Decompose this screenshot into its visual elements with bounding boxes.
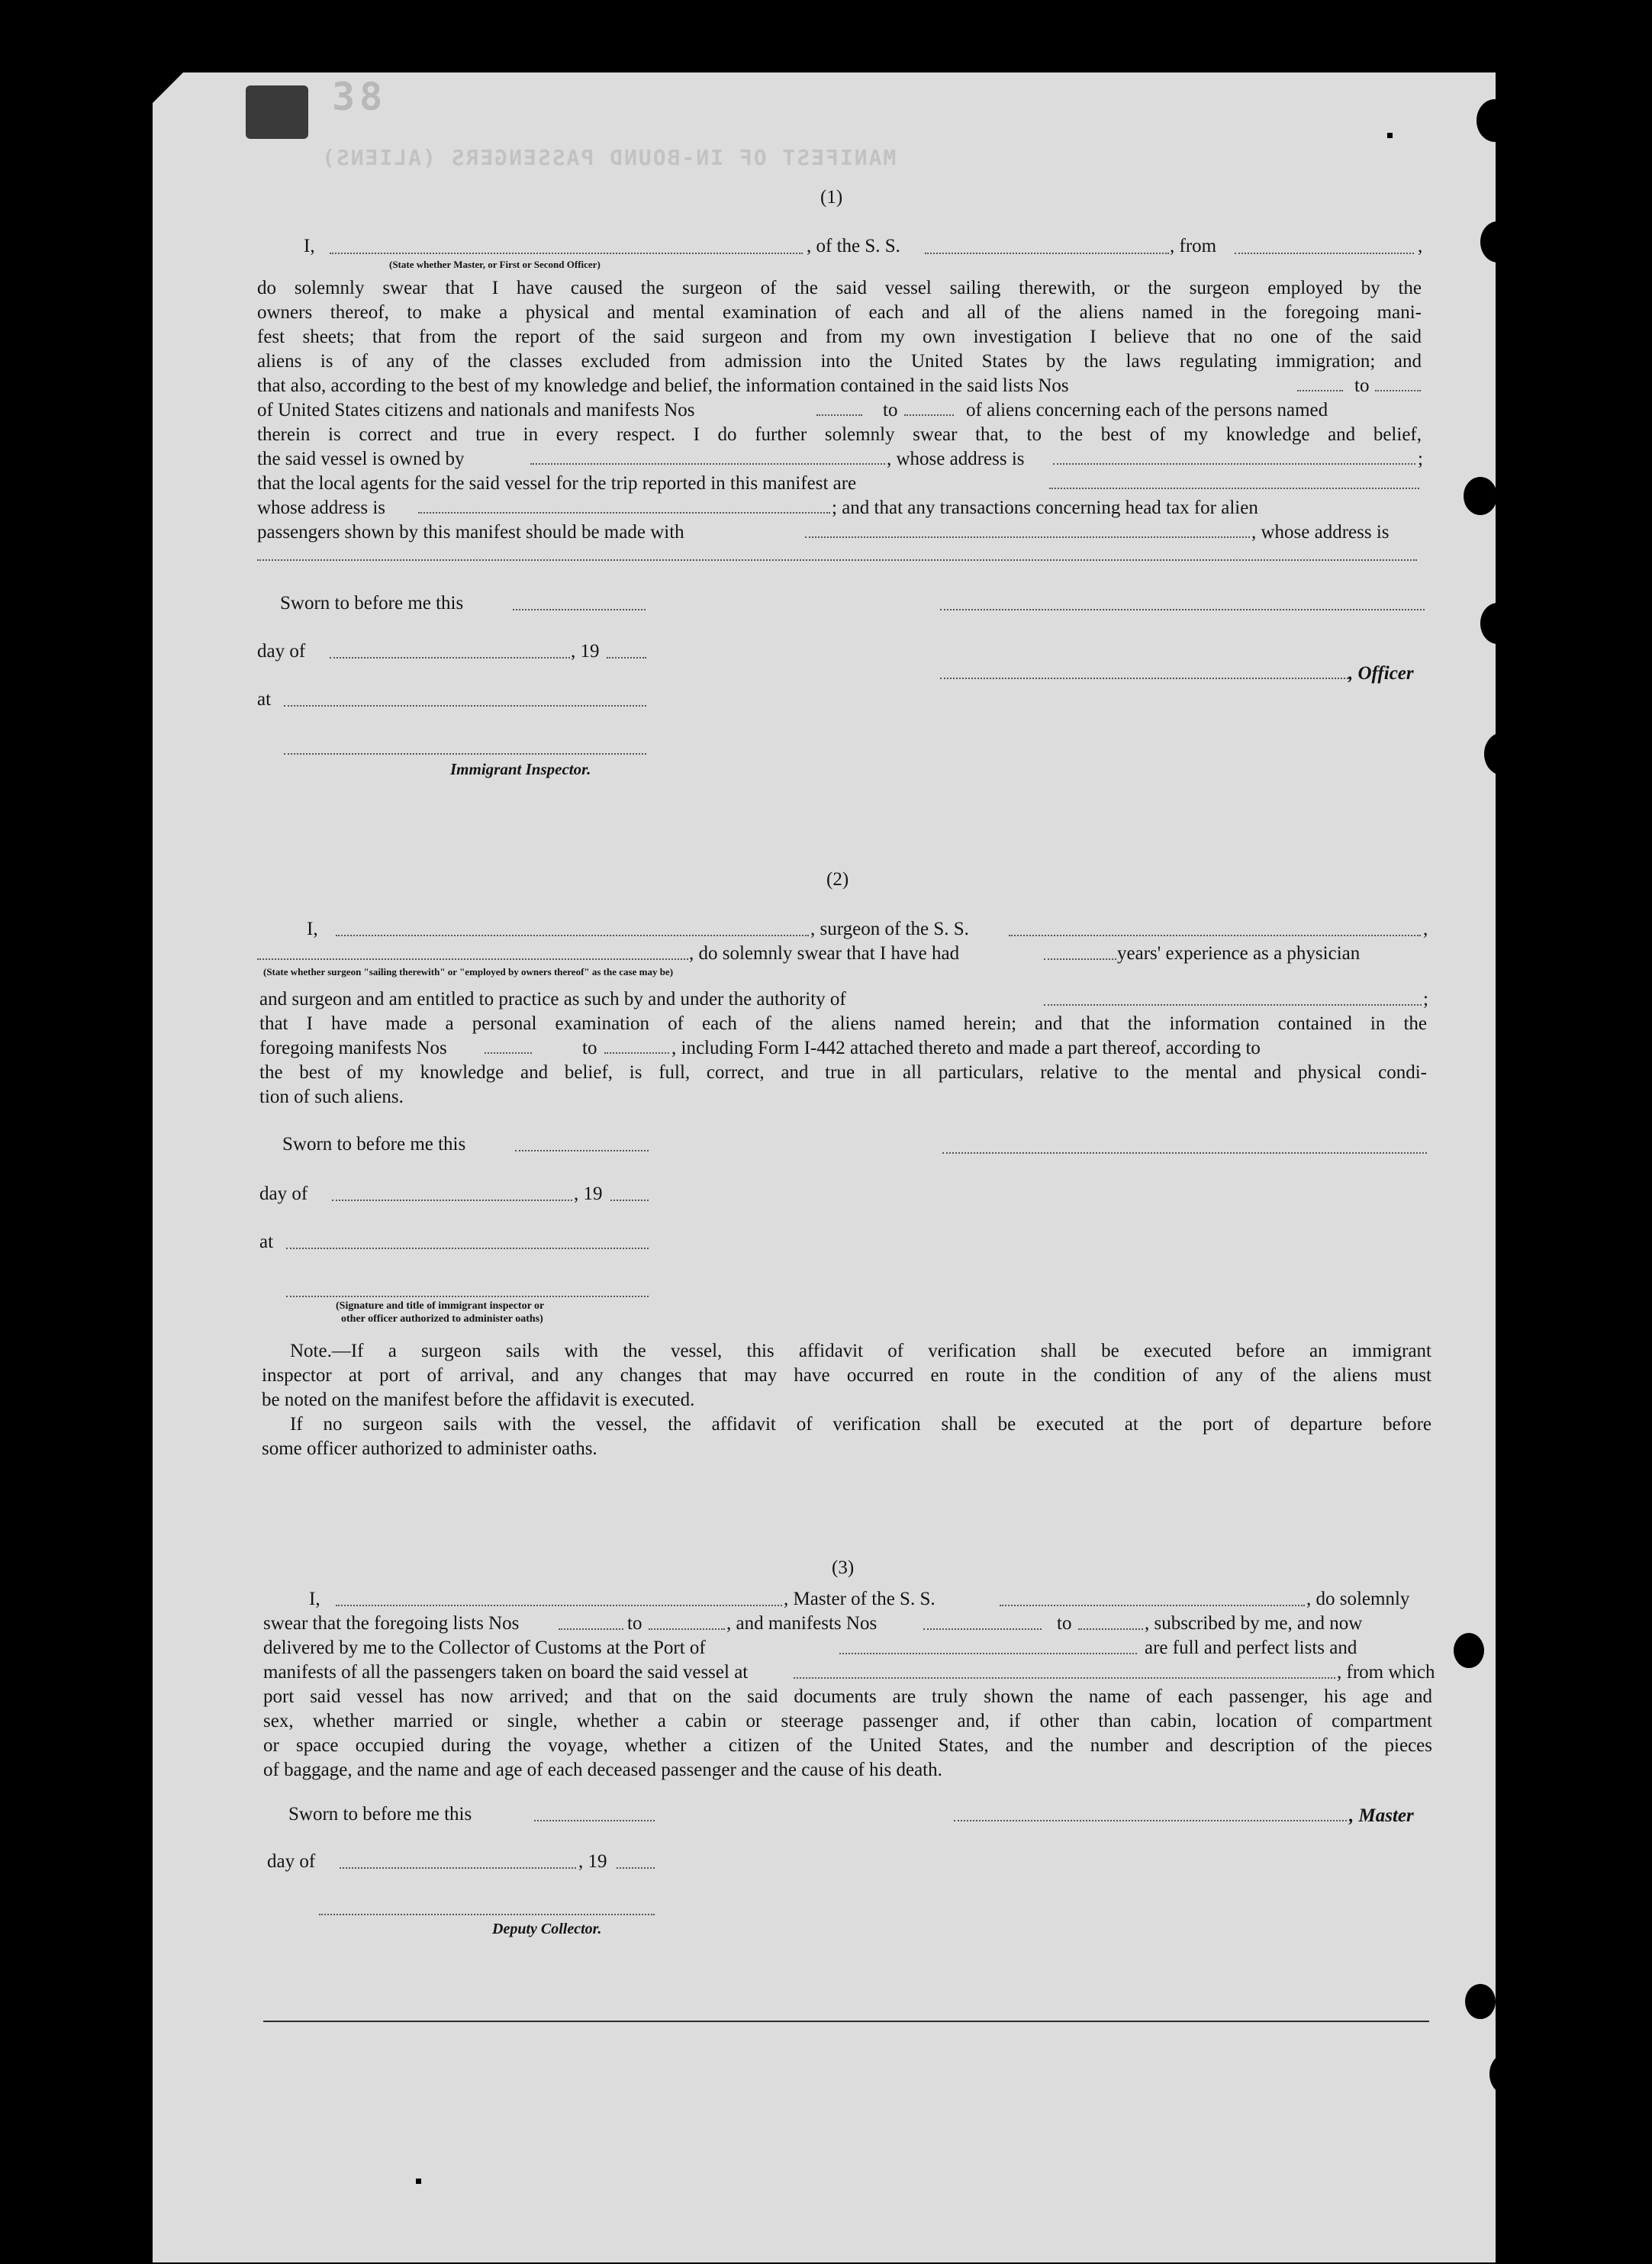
- punch-hole: [1499, 1454, 1536, 1496]
- punch-hole: [1454, 1633, 1484, 1668]
- section-number: (2): [826, 869, 849, 890]
- blank-line: [923, 1628, 1042, 1630]
- label: , of the S. S.: [807, 236, 900, 256]
- blank-line: [513, 609, 646, 610]
- punch-hole: [1480, 221, 1515, 262]
- label: , 19: [578, 1851, 607, 1872]
- blank-line: [1375, 390, 1421, 391]
- label: are full and perfect lists and: [1145, 1638, 1357, 1658]
- section-number: (3): [832, 1557, 855, 1578]
- paragraph-line: fest sheets; that from the report of the said surgeon and from my own investigation I believe that no one of the said: [257, 327, 1422, 347]
- paragraph-line: of United States citizens and nationals and manifests Nos: [257, 400, 695, 420]
- blank-line: [1297, 390, 1343, 391]
- signature-line: [286, 1296, 649, 1297]
- punch-hole: [1464, 477, 1497, 515]
- label: , 19: [574, 1184, 603, 1204]
- blank-line: [534, 1820, 655, 1821]
- punch-hole: [1489, 2053, 1526, 2095]
- punch-hole: [1503, 1583, 1540, 1626]
- label: to: [582, 1038, 597, 1058]
- label: to: [627, 1613, 642, 1634]
- blank-line: [330, 253, 803, 254]
- blank-line: [1044, 1004, 1422, 1006]
- blank-line: [336, 935, 809, 936]
- blank-line: [257, 559, 1417, 561]
- speck: [1507, 179, 1512, 184]
- blank-line: [1235, 253, 1414, 254]
- section-number: (1): [820, 187, 843, 208]
- paragraph-line: that the local agents for the said vessel for the trip reported in this manifest are: [257, 473, 857, 494]
- bottom-rule: [263, 2021, 1429, 2022]
- label: I,: [307, 919, 318, 939]
- label: day of: [259, 1184, 308, 1204]
- paragraph-line: the said vessel is owned by: [257, 449, 465, 469]
- label: , do solemnly: [1306, 1589, 1410, 1609]
- label: ;: [1423, 989, 1428, 1010]
- note-line: inspector at port of arrival, and any changes that may have occurred en route in the condition of any of the aliens must: [262, 1365, 1431, 1386]
- paragraph-line: or space occupied during the voyage, whether a citizen of the United States, and the number and description of the pieces: [263, 1735, 1432, 1756]
- signature-line: [942, 1152, 1427, 1154]
- label: I,: [309, 1589, 320, 1609]
- blank-line: [515, 1150, 649, 1151]
- signature-note: other officer authorized to administer oaths): [341, 1313, 543, 1325]
- label: day of: [267, 1851, 316, 1872]
- master-label: , Master: [1349, 1805, 1414, 1826]
- label: , including Form I-442 attached thereto and made a part thereof, according to: [671, 1038, 1261, 1058]
- label: ,: [1418, 236, 1423, 256]
- note-line: be noted on the manifest before the affidavit is executed.: [262, 1390, 695, 1410]
- paragraph-line: that also, according to the best of my knowledge and belief, the information contained in the said lists Nos: [257, 375, 1069, 396]
- field-note: (State whether surgeon "sailing therewith" or "employed by owners thereof" as the case may be): [263, 966, 674, 977]
- blank-line: [610, 1200, 649, 1201]
- label: to: [1354, 375, 1370, 396]
- blank-line: [794, 1677, 1335, 1679]
- paragraph-line: aliens is of any of the classes excluded from admission into the United States by the laws regulating immigration; and: [257, 351, 1422, 372]
- paragraph-line: that I have made a personal examination of each of the aliens named herein; and that the information contained in the: [259, 1013, 1427, 1034]
- label: , from: [1170, 236, 1217, 256]
- blank-line: [485, 1052, 532, 1054]
- inspector-label: Immigrant Inspector.: [450, 760, 591, 778]
- label: years' experience as a physician: [1117, 943, 1361, 964]
- deputy-label: Deputy Collector.: [492, 1921, 602, 1937]
- label: , do solemnly swear that I have had: [689, 943, 960, 964]
- speck: [416, 2179, 421, 2184]
- page-number-stamp: 38: [332, 75, 388, 119]
- blank-line: [1000, 1605, 1305, 1606]
- blank-line: [332, 1200, 572, 1201]
- label: ,: [1423, 919, 1428, 939]
- paragraph-line: of baggage, and the name and age of each deceased passenger and the cause of his death.: [263, 1760, 942, 1780]
- label: of aliens concerning each of the persons named: [966, 400, 1328, 420]
- blank-line: [604, 1052, 669, 1054]
- blank-line: [257, 958, 688, 960]
- blank-line: [340, 1867, 576, 1869]
- blank-line: [805, 536, 1250, 538]
- paragraph-line: delivered by me to the Collector of Customs at the Port of: [263, 1638, 706, 1658]
- label: to: [883, 400, 898, 420]
- paragraph-line: the best of my knowledge and belief, is full, correct, and true in all particulars, relative to the mental and physical condi-: [259, 1062, 1427, 1083]
- field-note: (State whether Master, or First or Second Officer): [389, 259, 601, 270]
- blank-line: [286, 1248, 649, 1249]
- blank-line: [925, 253, 1169, 254]
- blank-line: [1044, 958, 1116, 960]
- signature-line: [954, 1820, 1347, 1821]
- signature-line: [284, 753, 646, 755]
- blank-line: [559, 1628, 623, 1630]
- paragraph-line: do solemnly swear that I have caused the surgeon of the said vessel sailing therewith, or the surgeon employed by the: [257, 278, 1422, 298]
- blank-line: [816, 414, 862, 416]
- label: ; and that any transactions concerning head tax for alien: [832, 498, 1258, 518]
- note-line: If no surgeon sails with the vessel, the affidavit of verification shall be executed at the port of departure before: [290, 1414, 1431, 1435]
- paragraph-line: owners thereof, to make a physical and mental examination of each and all of the aliens named in the foregoing mani-: [257, 302, 1422, 323]
- signature-line: [319, 1914, 655, 1915]
- label: Sworn to before me this: [288, 1804, 472, 1824]
- blank-line: [607, 657, 646, 659]
- blank-line: [284, 705, 646, 707]
- label: at: [259, 1232, 274, 1252]
- paragraph-line: port said vessel has now arrived; and that on the said documents are truly shown the name of each passenger, his age and: [263, 1686, 1432, 1707]
- label: , whose address is: [887, 449, 1025, 469]
- bleed-through-header: MANIFEST OF IN-BOUND PASSENGERS (ALIENS): [320, 145, 897, 170]
- blank-line: [1053, 463, 1415, 465]
- note-line: Note.—If a surgeon sails with the vessel, this affidavit of verification shall be executed before an immigrant: [290, 1341, 1431, 1361]
- label: day of: [257, 641, 306, 662]
- signature-note: (Signature and title of immigrant inspector or: [336, 1300, 545, 1312]
- blank-line: [330, 657, 570, 659]
- blank-line: [839, 1653, 1137, 1654]
- blank-line: [617, 1867, 655, 1869]
- punch-hole: [1484, 733, 1521, 775]
- blank-line: [530, 463, 885, 465]
- paragraph-line: and surgeon and am entitled to practice as such by and under the authority of: [259, 989, 846, 1010]
- label: , from which: [1337, 1662, 1435, 1683]
- label: Sworn to before me this: [280, 593, 464, 614]
- punch-hole: [1476, 99, 1513, 142]
- label: ;: [1418, 449, 1423, 469]
- officer-label: , Officer: [1348, 663, 1414, 684]
- blank-line: [904, 414, 954, 416]
- signature-line: [940, 678, 1348, 679]
- label: I,: [304, 236, 315, 256]
- label: , subscribed by me, and now: [1145, 1613, 1363, 1634]
- label: to: [1057, 1613, 1072, 1634]
- speck: [1387, 133, 1393, 138]
- paragraph-line: sex, whether married or single, whether a cabin or steerage passenger and, if other than cabin, location of compartment: [263, 1711, 1432, 1731]
- blank-line: [649, 1628, 725, 1630]
- punch-hole: [1465, 1984, 1496, 2019]
- blank-line: [1009, 935, 1421, 936]
- signature-line: [940, 609, 1425, 610]
- blank-line: [1078, 1628, 1143, 1630]
- paragraph-line: therein is correct and true in every respect. I do further solemnly swear that, to the best of my knowledge and belief,: [257, 424, 1422, 445]
- paragraph-line: swear that the foregoing lists Nos: [263, 1613, 520, 1634]
- blank-line: [1049, 488, 1419, 489]
- blank-line: [418, 512, 830, 514]
- paragraph-line: passengers shown by this manifest should be made with: [257, 522, 684, 543]
- label: , whose address is: [1251, 522, 1390, 543]
- label: , 19: [571, 641, 600, 662]
- label: at: [257, 689, 272, 710]
- paragraph-line: manifests of all the passengers taken on board the said vessel at: [263, 1662, 749, 1683]
- label: , and manifests Nos: [726, 1613, 878, 1634]
- punch-hole: [1480, 603, 1515, 644]
- paragraph-line: tion of such aliens.: [259, 1087, 404, 1107]
- label: , Master of the S. S.: [784, 1589, 935, 1609]
- label: , surgeon of the S. S.: [810, 919, 969, 939]
- stamp-mark: [246, 85, 308, 139]
- label: Sworn to before me this: [282, 1134, 466, 1155]
- blank-line: [336, 1605, 782, 1606]
- note-line: some officer authorized to administer oaths.: [262, 1438, 597, 1459]
- paragraph-line: foregoing manifests Nos: [259, 1038, 447, 1058]
- paragraph-line: whose address is: [257, 498, 386, 518]
